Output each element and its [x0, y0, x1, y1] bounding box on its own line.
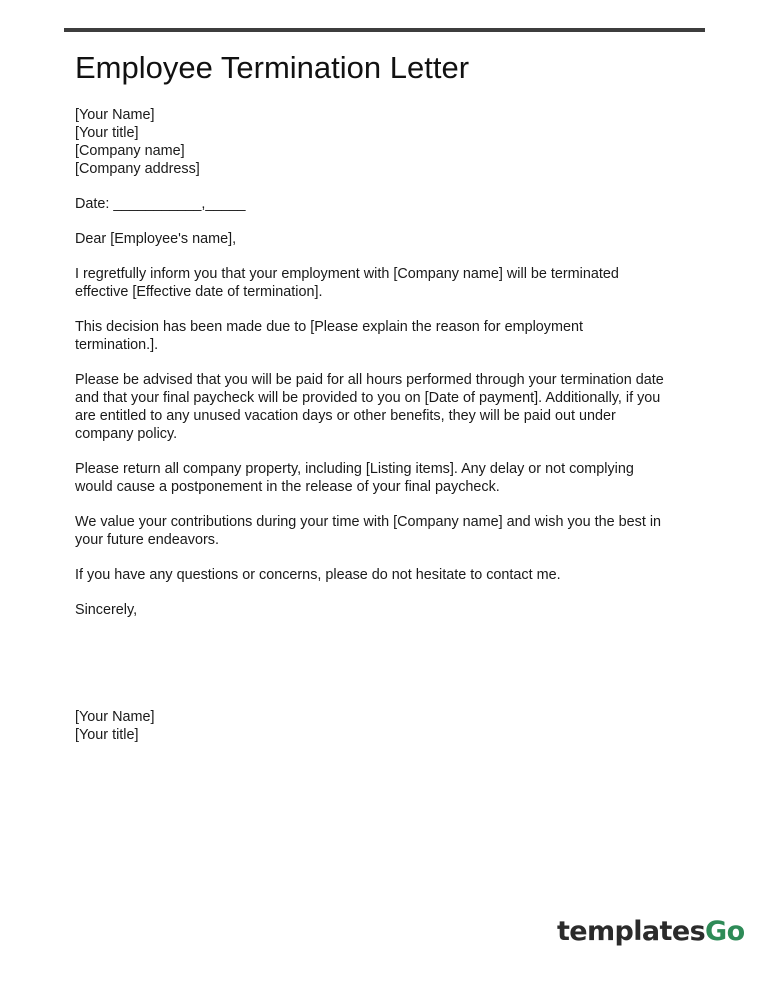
sender-block	[75, 106, 705, 178]
paragraph-line: effective [Effective date of termination].	[75, 284, 323, 300]
paragraph-line: are entitled to any unused vacation days or other benefits, they will be paid out under	[75, 408, 616, 424]
paragraph-line: If you have any questions or concerns, please do not hesitate to contact me.	[75, 567, 561, 583]
paragraph-reason	[75, 318, 705, 354]
sender-company: [Company name]	[75, 143, 185, 159]
paragraph-appreciation	[75, 513, 705, 549]
paragraph-line: Please be advised that you will be paid for all hours performed through your termination date	[75, 372, 664, 388]
paragraph-line: We value your contributions during your time with [Company name] and wish you the best in	[75, 514, 662, 530]
paragraph-line: Please return all company property, including [Listing items]. Any delay or not complying	[75, 461, 634, 477]
salutation: Dear [Employee's name],	[75, 231, 237, 247]
templatesgo-logo	[557, 912, 745, 952]
salutation-block	[75, 230, 705, 248]
date-block	[75, 195, 705, 213]
paragraph-line: This decision has been made due to [Please explain the reason for employment	[75, 319, 583, 335]
signature-block	[75, 708, 705, 744]
closing: Sincerely,	[75, 602, 138, 618]
closing-block	[75, 601, 705, 619]
paragraph-line: company policy.	[75, 426, 178, 442]
sender-address: [Company address]	[75, 161, 200, 177]
top-divider	[64, 28, 705, 32]
paragraph-payment	[75, 371, 705, 443]
page-title: Employee Termination Letter	[75, 50, 470, 85]
date-line: Date: ___________,_____	[75, 196, 246, 212]
letter-body	[75, 106, 705, 761]
logo-wordmark: templates	[557, 916, 706, 947]
paragraph-line: I regretfully inform you that your employment with [Company name] will be terminated	[75, 266, 619, 282]
paragraph-property	[75, 460, 705, 496]
paragraph-line: your future endeavors.	[75, 532, 219, 548]
paragraph-contact	[75, 566, 705, 584]
paragraph-termination-notice	[75, 265, 705, 301]
signature-name: [Your Name]	[75, 709, 155, 725]
paragraph-line: and that your final paycheck will be provided to you on [Date of payment]. Additionally, if you	[75, 390, 661, 406]
sender-name: [Your Name]	[75, 107, 155, 123]
sender-title: [Your title]	[75, 125, 139, 141]
paragraph-line: would cause a postponement in the release of your final paycheck.	[75, 479, 500, 495]
signature-title: [Your title]	[75, 727, 139, 743]
logo-accent-word: Go	[705, 916, 745, 947]
paragraph-line: termination.].	[75, 337, 159, 353]
signature-space	[75, 636, 705, 708]
